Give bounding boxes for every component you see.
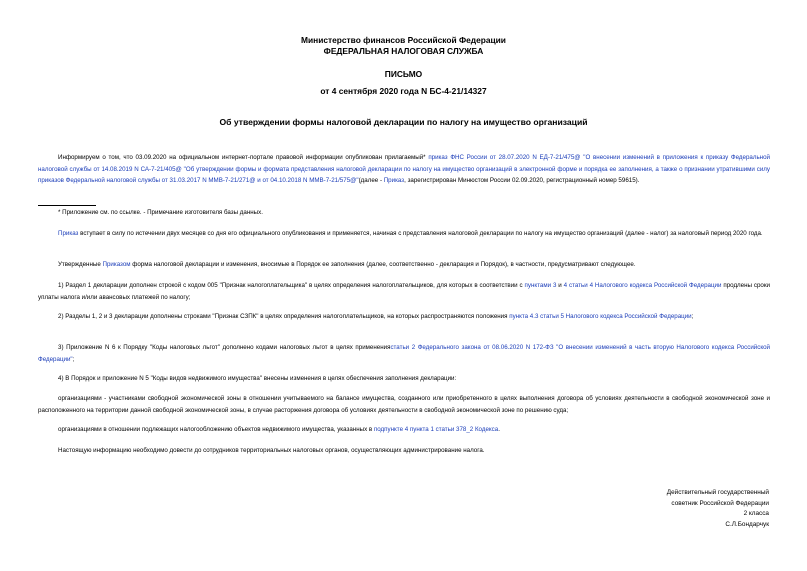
header-block: [0, 35, 807, 57]
signature-block: [529, 488, 769, 530]
footnote: * Приложение см. по ссылке. - Примечание изготовителя базы данных.: [58, 209, 263, 216]
list-item: 4) В Порядок и приложение N 5 "Коды видов недвижимого имущества" внесены изменения в целях обеспечения заполнения декларации:: [58, 375, 457, 382]
signature-name: С.Л.Бондарчук: [725, 520, 769, 528]
ministry-name: Министерство финансов Российской Федерации: [301, 35, 506, 45]
signature-line: 2 класса: [743, 510, 769, 517]
link-order[interactable]: Приказ: [58, 230, 79, 237]
list-subitem: организациями в отношении подлежащих налогообложению объектов недвижимого имущества, указанных в подпункте 4 пункта 1 статьи 378_2 Кодекса.: [58, 426, 500, 433]
paragraph-approved: Утвержденные Приказом форма налоговой декларации и изменения, вносимые в Порядок ее заполнения (далее, соответственно - декларация и Порядок), в частности, предусматривают следующее.: [58, 261, 636, 268]
page-title: Об утверждении формы налоговой декларации по налогу на имущество организаций: [219, 117, 588, 127]
list-item: 1) Раздел 1 декларации дополнен строкой с кодом 005 "Признак налогоплательщика" в целях определения налогоплательщиков, для которых в соответствии с пунктами 3 и 4 статьи 4 Налогового кодекса Российской Федерации продлены сроки уплаты налога и/или авансовых платежей по налогу;: [38, 282, 771, 301]
footnote-divider: [38, 205, 96, 206]
link-article-378[interactable]: подпункте 4 пункта 1 статьи 378_2 Кодекса: [373, 426, 499, 433]
list-item: 3) Приложение N 6 к Порядку "Коды налоговых льгот" дополнено кодами налоговых льгот в целях применениястатьи 2 Федерального закона от 08.06.2020 N 172-ФЗ "О внесении изменений в часть вторую Налогового кодекса Российской Федерации";: [38, 344, 770, 363]
link-article-4[interactable]: 4 статьи 4 Налогового кодекса Российской Федерации: [563, 282, 722, 289]
list-item: 2) Разделы 1, 2 и 3 декларации дополнены строками "Признак СЗПК" в целях определения налогоплательщиков, на которых распространяются положения пункта 4.3 статьи 5 Налогового кодекса Российской Федерации;: [58, 313, 694, 320]
link-order[interactable]: Приказ: [383, 177, 405, 184]
link-order-fns[interactable]: приказ ФНС России от 28.07.2020 N ЕД-7-21/475@ "О внесении изменений в приложения к приказу Федеральной налоговой службы от 14.08.2019 N СА-7-21/405@ "Об утверждении формы и формата представления налоговой декларации по налогу на имущество организаций в электронной форме и порядка ее заполнения, а также о признании утратившими силу приказов Федеральной налоговой службы от 31.03.2017 N ММВ-7-21/271@ и от 04.10.2018 N ММВ-7-21/575@": [38, 154, 770, 184]
doc-type: ПИСЬМО: [384, 69, 423, 79]
doc-date-number: от 4 сентября 2020 года N БС-4-21/14327: [320, 86, 487, 96]
link-order[interactable]: Приказом: [102, 261, 131, 268]
link-federal-law[interactable]: статьи 2 Федерального закона от 08.06.2020 N 172-ФЗ "О внесении изменений в часть вторую Налогового кодекса Российской Федерации": [38, 344, 770, 363]
paragraph-closing: Настоящую информацию необходимо довести до сотрудников территориальных налоговых органов, осуществляющих администрирование налога.: [58, 447, 485, 454]
link-points-3[interactable]: пунктами 3: [524, 282, 557, 289]
signature-line: Действительный государственный: [666, 489, 769, 496]
link-article-5[interactable]: пункта 4.3 статьи 5 Налогового кодекса Российской Федерации: [509, 313, 692, 320]
list-subitem: организациями - участниками свободной экономической зоны в отношении учитываемого на балансе имущества, созданного или приобретенного в целях выполнения договора об условиях деятельности в свободной экономической зоне и расположенного на территории данной свободной экономической зоны, в случае расторжения договора об условиях деятельности в свободной экономической зоне по решению суда;: [38, 395, 770, 414]
signature-line: советник Российской Федерации: [671, 499, 769, 507]
service-name: ФЕДЕРАЛЬНАЯ НАЛОГОВАЯ СЛУЖБА: [323, 46, 484, 56]
paragraph-intro: Информируем о том, что 03.09.2020 на официальном интернет-портале правовой информации опубликован прилагаемый* приказ ФНС России от 28.07.2020 N ЕД-7-21/475@ "О внесении изменений в приложения к приказу Федеральной налоговой службы от 14.08.2019 N СА-7-21/405@ "Об утверждении формы и формата представления налоговой декларации по налогу на имущество организаций в электронной форме и порядка ее заполнения, а также о признании утратившими силу приказов Федеральной налоговой службы от 31.03.2017 N ММВ-7-21/271@ и от 04.10.2018 N ММВ-7-21/575@"(далее - Приказ, зарегистрирован Минюстом России 02.09.2020, регистрационный номер 59615).: [38, 154, 770, 184]
paragraph-effective: Приказ вступает в силу по истечении двух месяцев со дня его официального опубликования и применяется, начиная с представления налоговой декларации по налогу на имущество организаций (далее - налог) за налоговый период 2020 года.: [58, 230, 763, 237]
